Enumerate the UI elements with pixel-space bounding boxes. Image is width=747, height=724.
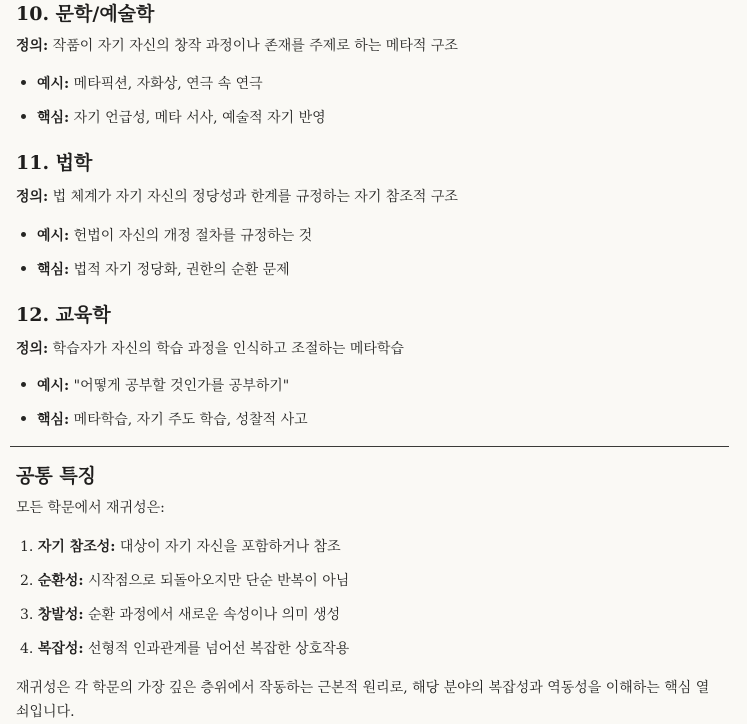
section-heading: 11. 법학 — [16, 152, 93, 174]
item-text: 순환 과정에서 새로운 속성이나 의미 생성 — [83, 607, 341, 623]
definition-line — [16, 338, 404, 360]
conclusion-paragraph: 재귀성은 각 학문의 가장 깊은 층위에서 작동하는 근본적 원리로, 해당 분야의 복잡성과 역동성을 이해하는 핵심 열쇠입니다. — [16, 680, 710, 720]
numbered-item — [20, 604, 340, 626]
definition-text: 작품이 자기 자신의 창작 과정이나 존재를 주제로 하는 메타적 구조 — [48, 38, 458, 54]
common-intro: 모든 학문에서 재귀성은: — [16, 500, 165, 516]
item-number: 1. — [20, 539, 34, 555]
section-divider — [10, 446, 729, 447]
item-number: 4. — [20, 641, 34, 657]
item-text: 선형적 인과관계를 넘어선 복잡한 상호작용 — [83, 641, 350, 657]
list-item — [18, 107, 326, 129]
item-number: 3. — [20, 607, 34, 623]
list-item — [18, 375, 289, 397]
bullet-dot — [21, 416, 26, 421]
bullet-text: 자기 언급성, 메타 서사, 예술적 자기 반영 — [69, 110, 326, 126]
item-label: 자기 참조성: — [37, 539, 116, 555]
bullet-dot — [21, 382, 26, 387]
item-text: 대상이 자기 자신을 포함하거나 참조 — [115, 539, 341, 555]
bullet-text: 메타학습, 자기 주도 학습, 성찰적 사고 — [69, 412, 308, 428]
bullet-label: 예시: — [37, 76, 70, 92]
section-heading: 12. 교육학 — [16, 304, 111, 326]
common-heading: 공통 특징 — [16, 465, 97, 487]
item-label: 창발성: — [37, 607, 84, 623]
definition-label: 정의: — [16, 189, 49, 205]
bullet-text: 메타픽션, 자화상, 연극 속 연극 — [69, 76, 263, 92]
definition-label: 정의: — [16, 341, 49, 357]
definition-text: 학습자가 자신의 학습 과정을 인식하고 조절하는 메타학습 — [48, 341, 404, 357]
item-text: 시작점으로 되돌아오지만 단순 반복이 아님 — [83, 573, 350, 589]
list-item — [18, 259, 290, 281]
bullet-label: 핵심: — [37, 262, 70, 278]
list-item — [18, 409, 308, 431]
numbered-item — [20, 536, 341, 558]
bullet-dot — [21, 232, 26, 237]
item-label: 복잡성: — [37, 641, 84, 657]
definition-text: 법 체계가 자기 자신의 정당성과 한계를 규정하는 자기 참조적 구조 — [48, 189, 458, 205]
list-item — [18, 225, 312, 247]
item-number: 2. — [20, 573, 34, 589]
bullet-label: 예시: — [37, 228, 70, 244]
item-label: 순환성: — [37, 573, 84, 589]
bullet-text: 헌법이 자신의 개정 절차를 규정하는 것 — [69, 228, 313, 244]
list-item — [18, 73, 263, 95]
bullet-dot — [21, 266, 26, 271]
numbered-item — [20, 570, 349, 592]
bullet-label: 예시: — [37, 378, 70, 394]
numbered-item — [20, 638, 349, 660]
bullet-dot — [21, 80, 26, 85]
definition-line — [16, 186, 458, 208]
section-heading: 10. 문학/예술학 — [16, 3, 155, 25]
definition-label: 정의: — [16, 38, 49, 54]
bullet-dot — [21, 114, 26, 119]
bullet-text: "어떻게 공부할 것인가를 공부하기" — [69, 378, 290, 394]
definition-line — [16, 35, 458, 57]
bullet-text: 법적 자기 정당화, 권한의 순환 문제 — [69, 262, 290, 278]
bullet-label: 핵심: — [37, 110, 70, 126]
bullet-label: 핵심: — [37, 412, 70, 428]
